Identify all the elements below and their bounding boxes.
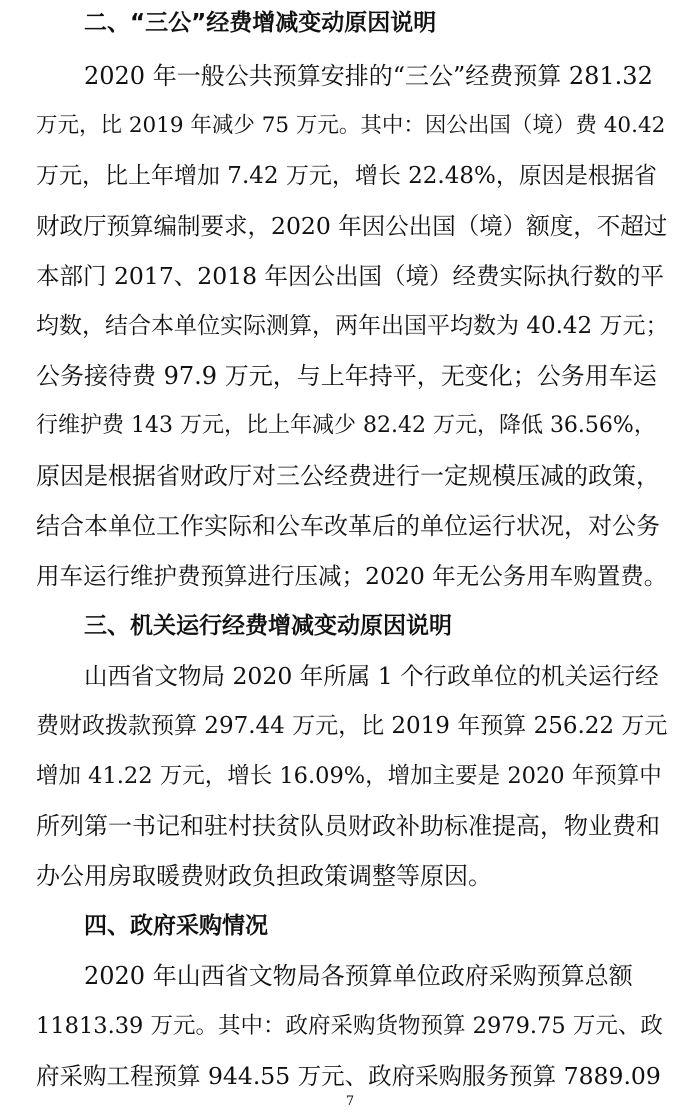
paragraph-line: 费财政拨款预算 297.44 万元，比 2019 年预算 256.22 万元 bbox=[36, 713, 668, 739]
paragraph-line: 府采购工程预算 944.55 万元、政府采购服务预算 7889.09 bbox=[36, 1062, 661, 1090]
paragraph-line: 山西省文物局 2020 年所属 1 个行政单位的机关运行经 bbox=[84, 662, 659, 690]
section-heading-operating-expenses: 三、机关运行经费增减变动原因说明 bbox=[84, 613, 452, 639]
paragraph-line: 公务接待费 97.9 万元，与上年持平，无变化；公务用车运 bbox=[36, 362, 657, 390]
paragraph-line: 财政厅预算编制要求，2020 年因公出国（境）额度，不超过 bbox=[36, 212, 668, 240]
paragraph-line: 本部门 2017、2018 年因公出国（境）经费实际执行数的平 bbox=[36, 262, 665, 290]
paragraph-line: 万元，比 2019 年减少 75 万元。其中：因公出国（境）费 40.42 bbox=[36, 113, 666, 138]
paragraph-line: 均数，结合本单位实际测算，两年出国平均数为 40.42 万元； bbox=[36, 313, 669, 339]
paragraph-line: 原因是根据省财政厅对三公经费进行一定规模压减的政策， bbox=[36, 462, 660, 490]
paragraph-line: 2020 年一般公共预算安排的“三公”经费预算 281.32 bbox=[84, 62, 653, 90]
section-heading-sanggong: 二、“三公”经费增减变动原因说明 bbox=[84, 10, 437, 36]
paragraph-line: 结合本单位工作实际和公车改革后的单位运行状况，对公务 bbox=[36, 512, 660, 540]
paragraph-line: 所列第一书记和驻村扶贫队员财政补助标准提高，物业费和 bbox=[36, 812, 660, 840]
paragraph-line: 用车运行维护费预算进行压减；2020 年无公务用车购置费。 bbox=[36, 562, 668, 590]
paragraph-line: 万元，比上年增加 7.42 万元，增长 22.48%，原因是根据省 bbox=[36, 163, 657, 189]
paragraph-line: 增加 41.22 万元，增长 16.09%，增加主要是 2020 年预算中 bbox=[36, 763, 662, 789]
paragraph-line: 行维护费 143 万元，比上年减少 82.42 万元，降低 36.56%， bbox=[36, 413, 656, 438]
page-number: 7 bbox=[345, 1094, 355, 1109]
paragraph-line: 11813.39 万元。其中：政府采购货物预算 2979.75 万元、政 bbox=[36, 1013, 663, 1039]
paragraph-line: 2020 年山西省文物局各预算单位政府采购预算总额 bbox=[84, 962, 633, 990]
section-heading-procurement: 四、政府采购情况 bbox=[84, 913, 268, 939]
paragraph-line: 办公用房取暖费财政负担政策调整等原因。 bbox=[36, 862, 492, 890]
